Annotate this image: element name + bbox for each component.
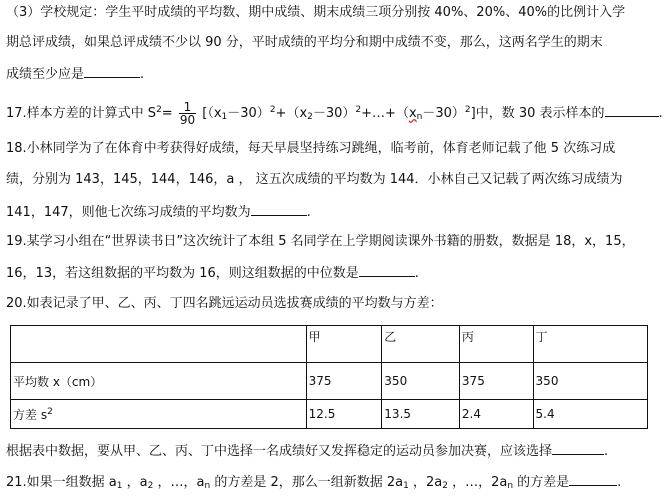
q17-prefix: 17.样本方差的计算式中 S xyxy=(6,106,157,121)
q21-end: . xyxy=(617,475,622,490)
answer-blank-q21 xyxy=(569,472,617,486)
q17-frac-num: 1 xyxy=(179,101,196,114)
table-header-yi: 乙 xyxy=(382,326,460,363)
table-cell: 5.4 xyxy=(533,400,647,429)
q17-end: . xyxy=(658,106,663,121)
variance-table xyxy=(10,325,648,429)
q21-s4: 1 xyxy=(403,481,409,491)
table-cell: 375 xyxy=(459,363,533,400)
q17-line xyxy=(6,101,663,126)
q17-xn xyxy=(409,106,422,121)
q21-p7: 的方差是 xyxy=(513,475,570,490)
q17-sub-2: 2 xyxy=(307,112,313,122)
q18-line-2: 绩，分别为 143，145，144，146，a ， 这五次成绩的平均数为 144．小林自己又记载了两次练习成绩为 xyxy=(6,172,623,187)
q16-line-3-text: 成绩至少应是 xyxy=(6,67,85,82)
q18-line-3-end: . xyxy=(306,205,311,220)
table-row-mean-label: 平均数 x（cm） xyxy=(11,363,307,400)
q20-intro: 20.如表记录了甲、乙、丙、丁四名跳远运动员选拔赛成绩的平均数与方差： xyxy=(6,296,443,311)
q16-line-1: （3）学校规定：学生平时成绩的平均数、期中成绩、期末成绩三项分别按 40%、20%、40%的比例计入学 xyxy=(6,5,626,20)
q19-line-2-end: . xyxy=(414,266,419,281)
q20-question xyxy=(6,441,608,461)
answer-blank-q19 xyxy=(359,263,415,277)
q17-p2: －30） xyxy=(227,106,270,121)
q21-p1: 21.如果一组数据 a xyxy=(6,475,117,490)
q17-xn-x: x xyxy=(408,106,417,121)
q17-sup-2: 2 xyxy=(156,105,162,115)
q17-sub-1: 1 xyxy=(221,112,228,122)
table-cell: 2.4 xyxy=(459,400,533,429)
answer-blank-q18 xyxy=(251,202,307,216)
q21-p6: ，…，2a xyxy=(447,475,508,490)
q16-line-3-end: . xyxy=(140,67,145,82)
q20-question-text: 根据表中数据，要从甲、乙、丙、丁中选择一名成绩好又发挥稳定的运动员参加决赛，应该选择 xyxy=(6,444,553,459)
q21-p2: ，a xyxy=(122,475,148,490)
table-cell: 13.5 xyxy=(382,400,460,429)
q17-p7: ]中，数 30 表示样本的 xyxy=(470,106,605,121)
q17-sup-b: 2 xyxy=(355,105,362,115)
q17-p1: [（x xyxy=(202,106,222,121)
table-row-variance-label xyxy=(11,400,307,429)
q21-s1: 1 xyxy=(116,481,123,491)
variance-label-text: 方差 s xyxy=(13,407,48,422)
q19-line-2 xyxy=(6,263,419,283)
table-cell: 375 xyxy=(306,363,382,400)
answer-blank-q20 xyxy=(552,441,604,455)
table-header-row xyxy=(11,326,648,363)
q19-line-1: 19.某学习小组在“世界读书日”这次统计了本组 5 名同学在上学期阅读课外书籍的册数，数据是 18，x，15， xyxy=(6,234,635,249)
q21-s3: n xyxy=(204,481,211,491)
q21-p3: ，…，a xyxy=(153,475,205,490)
variance-label-sup: 2 xyxy=(47,406,53,417)
q20-question-end: . xyxy=(604,444,609,459)
table-cell: 12.5 xyxy=(306,400,382,429)
q17-p3: +（x xyxy=(275,106,308,121)
table-header-bing: 丙 xyxy=(459,326,533,363)
q21-p5: ，2a xyxy=(408,475,443,490)
table-row-mean xyxy=(11,363,648,400)
q17-eq: = xyxy=(161,106,173,121)
q21-p4: 的方差是 2，那么一组新数据 2a xyxy=(210,475,404,490)
q17-p4: －30） xyxy=(312,106,356,121)
q21-line xyxy=(6,472,621,492)
table-header-blank xyxy=(11,326,307,363)
q21-s2: 2 xyxy=(147,481,154,491)
q17-frac-den: 90 xyxy=(179,113,196,127)
answer-blank-q16 xyxy=(84,64,140,78)
q17-p5: +…+（ xyxy=(361,106,409,121)
table-cell: 350 xyxy=(533,363,647,400)
q18-line-3 xyxy=(6,202,311,222)
q17-sub-n: n xyxy=(416,112,423,122)
table-header-jia: 甲 xyxy=(306,326,382,363)
table-header-ding: 丁 xyxy=(533,326,647,363)
q17-fraction xyxy=(179,101,196,126)
q17-sup-a: 2 xyxy=(269,105,276,115)
answer-blank-q17 xyxy=(605,103,659,117)
q19-line-2-text: 16，13，若这组数据的平均数为 16，则这组数据的中位数是 xyxy=(6,266,359,281)
q21-s6: n xyxy=(507,481,514,491)
q17-p6: －30） xyxy=(422,106,465,121)
q17-sup-c: 2 xyxy=(464,105,471,115)
q16-line-3 xyxy=(6,64,144,84)
table-cell: 350 xyxy=(382,363,460,400)
table-row-variance xyxy=(11,400,648,429)
q18-line-1: 18.小林同学为了在体育中考获得好成绩，每天早晨坚持练习跳绳，临考前，体育老师记载了他 5 次练习成 xyxy=(6,141,616,156)
q21-s5: 2 xyxy=(442,481,448,491)
q18-line-3-text: 141，147，则他七次练习成绩的平均数为 xyxy=(6,205,251,220)
q16-line-2: 期总评成绩，如果总评成绩不少以 90 分，平时成绩的平均分和期中成绩不变，那么，这两名学生的期末 xyxy=(6,35,603,50)
